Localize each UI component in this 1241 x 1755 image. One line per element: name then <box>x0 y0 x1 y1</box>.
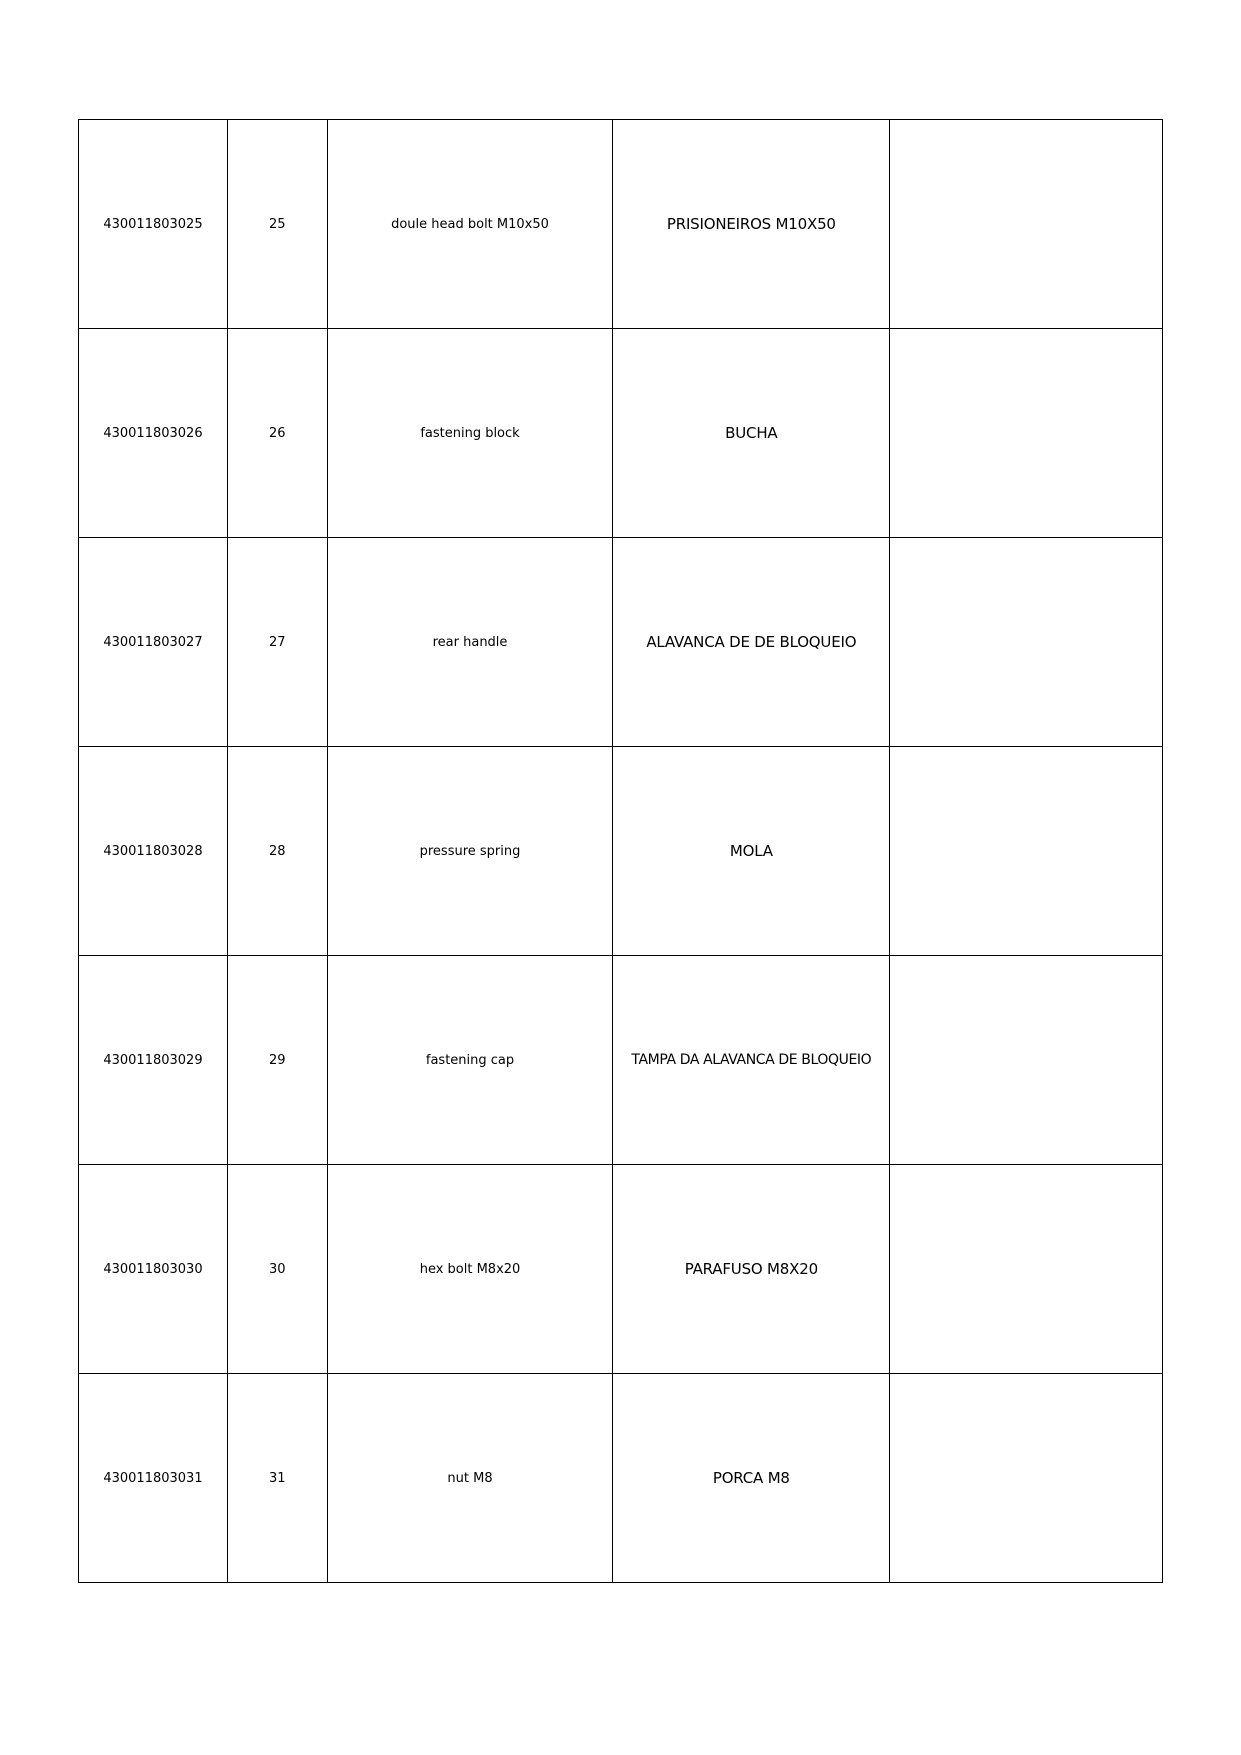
english-description-cell: hex bolt M8x20 <box>327 1165 613 1374</box>
position-cell: 26 <box>227 329 327 538</box>
empty-cell <box>890 329 1163 538</box>
english-description-cell: fastening block <box>327 329 613 538</box>
part-code-cell: 430011803026 <box>79 329 228 538</box>
portuguese-description-cell: PARAFUSO M8X20 <box>613 1165 890 1374</box>
position-cell: 28 <box>227 747 327 956</box>
part-code-cell: 430011803029 <box>79 956 228 1165</box>
table-row <box>79 956 1163 1165</box>
english-description-cell: nut M8 <box>327 1374 613 1583</box>
portuguese-description-cell: PRISIONEIROS M10X50 <box>613 120 890 329</box>
empty-cell <box>890 956 1163 1165</box>
portuguese-description-cell: TAMPA DA ALAVANCA DE BLOQUEIO <box>613 956 890 1165</box>
empty-cell <box>890 1165 1163 1374</box>
portuguese-description-cell: ALAVANCA DE DE BLOQUEIO <box>613 538 890 747</box>
portuguese-description-cell: PORCA M8 <box>613 1374 890 1583</box>
english-description-cell: rear handle <box>327 538 613 747</box>
english-description-cell: fastening cap <box>327 956 613 1165</box>
position-cell: 25 <box>227 120 327 329</box>
empty-cell <box>890 120 1163 329</box>
part-code-cell: 430011803025 <box>79 120 228 329</box>
portuguese-description-cell: BUCHA <box>613 329 890 538</box>
empty-cell <box>890 747 1163 956</box>
part-code-cell: 430011803028 <box>79 747 228 956</box>
position-cell: 31 <box>227 1374 327 1583</box>
table-row <box>79 747 1163 956</box>
table-row <box>79 538 1163 747</box>
position-cell: 29 <box>227 956 327 1165</box>
table-row <box>79 120 1163 329</box>
empty-cell <box>890 538 1163 747</box>
part-code-cell: 430011803027 <box>79 538 228 747</box>
empty-cell <box>890 1374 1163 1583</box>
part-code-cell: 430011803030 <box>79 1165 228 1374</box>
english-description-cell: doule head bolt M10x50 <box>327 120 613 329</box>
position-cell: 30 <box>227 1165 327 1374</box>
portuguese-description-cell: MOLA <box>613 747 890 956</box>
english-description-cell: pressure spring <box>327 747 613 956</box>
table-row <box>79 329 1163 538</box>
table-row <box>79 1374 1163 1583</box>
parts-table <box>78 119 1163 1583</box>
table-row <box>79 1165 1163 1374</box>
part-code-cell: 430011803031 <box>79 1374 228 1583</box>
position-cell: 27 <box>227 538 327 747</box>
